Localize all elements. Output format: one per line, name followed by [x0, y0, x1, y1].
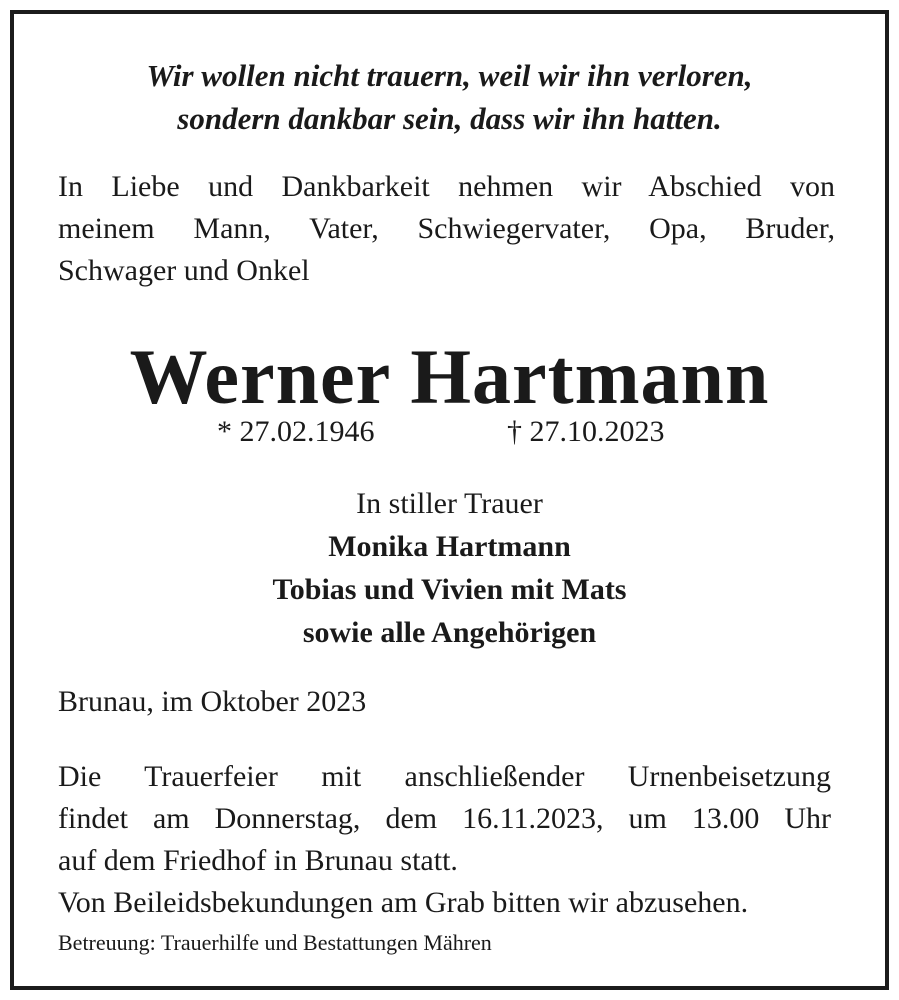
- deceased-name: Werner Hartmann: [129, 333, 770, 420]
- service-line: findet am Donnerstag, dem 16.11.2023, um 13.00 Uhr: [58, 802, 831, 835]
- death-date: † 27.10.2023: [507, 415, 665, 448]
- farewell-line: In Liebe und Dankbarkeit nehmen wir Abschied von: [58, 170, 835, 203]
- motto-line: sondern dankbar sein, dass wir ihn hatten.: [177, 101, 722, 136]
- obituary-content: [14, 14, 885, 986]
- obituary-frame: [10, 10, 889, 990]
- mourning-intro: In stiller Trauer: [356, 487, 543, 520]
- motto-quote: [14, 54, 885, 140]
- birth-date: * 27.02.1946: [217, 415, 375, 448]
- mourner-name: Tobias und Vivien mit Mats: [272, 573, 627, 606]
- service-line: Die Trauerfeier mit anschließender Urnenbeisetzung: [58, 760, 831, 793]
- motto-line: Wir wollen nicht trauern, weil wir ihn verloren,: [146, 58, 753, 93]
- place-and-date: Brunau, im Oktober 2023: [58, 685, 367, 718]
- mourner-name: Monika Hartmann: [328, 530, 571, 563]
- service-line: Von Beileidsbekundungen am Grab bitten wir abzusehen.: [58, 886, 749, 919]
- mourners-block: [14, 482, 885, 654]
- mourner-name: sowie alle Angehörigen: [302, 616, 597, 649]
- funeral-care-credit: Betreuung: Trauerhilfe und Bestattungen Mähren: [58, 930, 492, 955]
- farewell-line: Schwager und Onkel: [58, 254, 310, 287]
- funeral-service-info: [58, 756, 831, 924]
- farewell-text: [58, 166, 835, 292]
- farewell-line: meinem Mann, Vater, Schwiegervater, Opa, Bruder,: [58, 212, 835, 245]
- service-line: auf dem Friedhof in Brunau statt.: [58, 844, 458, 877]
